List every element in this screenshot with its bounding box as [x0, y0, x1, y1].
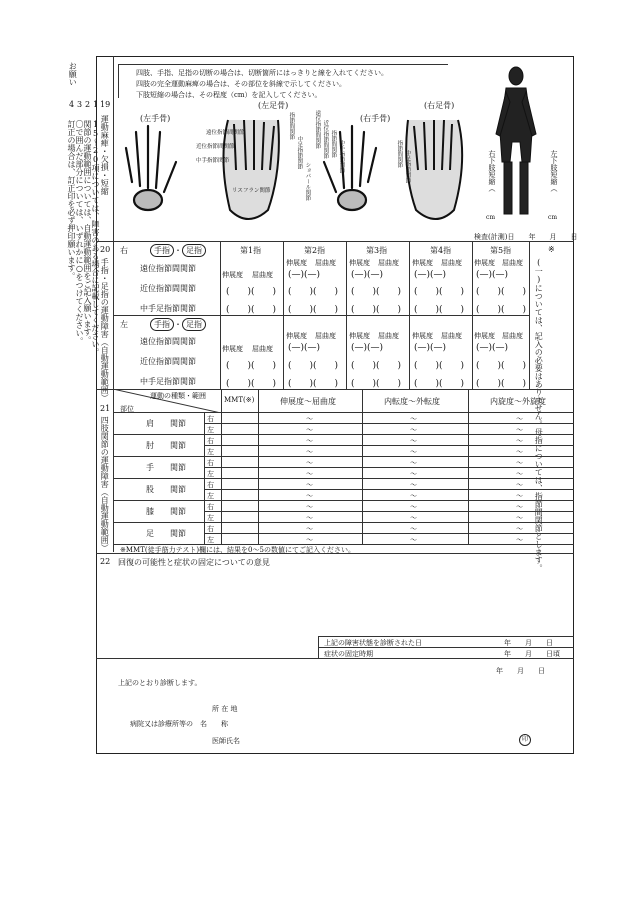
finger-4: 第4指: [430, 246, 452, 255]
footer-date[interactable]: 年 月 日: [496, 667, 545, 675]
joint-4-right-range-2[interactable]: ～: [516, 503, 523, 511]
joint-5-right-range-0[interactable]: ～: [306, 525, 313, 533]
left-hand-bones: [126, 126, 176, 210]
mmt-header: MMT(※): [224, 396, 255, 404]
l-f3-paren[interactable]: (—)(—): [351, 343, 384, 353]
l-f4-flex: 屈曲度: [441, 332, 462, 340]
joint-2-left-range-1[interactable]: ～: [410, 470, 417, 478]
exam-date[interactable]: 検査(計測)日 年 月 日: [474, 233, 578, 241]
seal-icon: 印: [519, 734, 531, 746]
r-joint-0: 遠位指節間関節: [140, 264, 196, 273]
joint-2-right-range-2[interactable]: ～: [516, 459, 523, 467]
r-joint-2: 中手足指節関節: [140, 304, 196, 313]
bone-illustrations: [118, 100, 488, 230]
r-f2-ext: 伸展度: [286, 259, 307, 267]
sec20-note-mark: ※: [548, 245, 555, 254]
joint-0-right-range-0[interactable]: ～: [306, 415, 313, 423]
diagnosis-date[interactable]: 年 月 日: [504, 639, 553, 647]
sec19-num: 19: [100, 100, 111, 109]
l-f1-paren2[interactable]: ( )( ): [226, 379, 277, 389]
left-hand-option[interactable]: 手指: [150, 318, 174, 331]
joint-0-left-range-1[interactable]: ～: [410, 426, 417, 434]
sec20-left-select[interactable]: 手指 ・ 足指: [150, 318, 206, 331]
lh-label-2: 中手指節関節: [196, 158, 230, 164]
joint-1-left-range-2[interactable]: ～: [516, 448, 523, 456]
instr-2: 四肢の完全運動麻痺の場合は、その部位を斜線で示してください。: [136, 80, 346, 88]
l-f4-ext: 伸展度: [412, 332, 433, 340]
l-f5-paren2[interactable]: ( )( ): [476, 361, 527, 371]
hospital-label: 病院又は診療所等の 名 称: [130, 720, 228, 728]
l-f1-paren[interactable]: ( )( ): [226, 361, 277, 371]
fixed-label: 症状の固定時期: [324, 650, 373, 658]
r-f4-paren[interactable]: (—)(—): [414, 270, 447, 280]
sec19-label: 運動麻痺・欠損・短縮: [100, 115, 110, 195]
joint-5-left: 左: [207, 536, 214, 544]
r-f1-flex: 屈曲度: [252, 271, 273, 279]
note-3-num: 3: [75, 100, 84, 109]
r-f4-paren2[interactable]: ( )( ): [414, 287, 465, 297]
body-figure: [482, 62, 552, 232]
l-joint-0: 遠位指節間関節: [140, 337, 196, 346]
l-f2-ext: 伸展度: [286, 332, 307, 340]
r-f2-paren3[interactable]: ( )( ): [288, 305, 339, 315]
l-f4-paren3[interactable]: ( )( ): [414, 379, 465, 389]
joint-3-right: 右: [207, 481, 214, 489]
r-f3-paren[interactable]: (—)(—): [351, 270, 384, 280]
lh-label-6: ショパール関節: [304, 162, 311, 201]
finger-3: 第3指: [366, 246, 388, 255]
finger-2: 第2指: [304, 246, 326, 255]
joint-1-right-range-2[interactable]: ～: [516, 437, 523, 445]
joint-label-3: 股 関節: [146, 485, 186, 494]
diagnosis-date-label: 上記の障害状態を診断された日: [324, 639, 422, 647]
sec20-right-select[interactable]: 手指 ・ 足指: [150, 244, 206, 257]
finger-5: 第5指: [490, 246, 512, 255]
sec20-label: 手指・足指の運動障害（自動運動範囲）: [100, 258, 110, 402]
note-4: 訂正の場合は、訂正印を必ず押印願います。: [67, 120, 76, 280]
right-foot-option[interactable]: 足指: [182, 244, 206, 257]
r-f3-paren3[interactable]: ( )( ): [351, 305, 402, 315]
rh-label-1: 近位指節間関節: [322, 120, 329, 159]
joint-4-left: 左: [207, 514, 214, 522]
l-f5-flex: 屈曲度: [502, 332, 523, 340]
sec20-left: 左: [120, 320, 128, 329]
r-joint-1: 近位指節間関節: [140, 284, 196, 293]
joint-4-right-range-0[interactable]: ～: [306, 503, 313, 511]
r-f2-flex: 屈曲度: [315, 259, 336, 267]
l-joint-2: 中手足指節関節: [140, 377, 196, 386]
l-f2-paren[interactable]: (—)(—): [288, 343, 321, 353]
joint-label-1: 肘 関節: [146, 441, 186, 450]
rh-label-3: 中手指節関節: [338, 140, 345, 173]
joint-3-left-range-2[interactable]: ～: [516, 492, 523, 500]
col2-header: 内転度～外転度: [384, 397, 440, 406]
joint-3-right-range-0[interactable]: ～: [306, 481, 313, 489]
joint-5-left-range-2[interactable]: ～: [516, 536, 523, 544]
sec20-num: 20: [100, 245, 111, 254]
left-hand-title: (左手骨): [140, 114, 171, 123]
joint-3-left-range-0[interactable]: ～: [306, 492, 313, 500]
joint-1-right-range-0[interactable]: ～: [306, 437, 313, 445]
joint-5-right-range-1[interactable]: ～: [410, 525, 417, 533]
note-2-num: 2: [83, 100, 92, 109]
l-joint-1: 近位指節間関節: [140, 357, 196, 366]
right-hand-title: (右手骨): [360, 114, 391, 123]
r-f3-flex: 屈曲度: [378, 259, 399, 267]
r-f4-flex: 屈曲度: [441, 259, 462, 267]
l-f3-paren2[interactable]: ( )( ): [351, 361, 402, 371]
l-f1-flex: 屈曲度: [252, 345, 273, 353]
joint-1-right-range-1[interactable]: ～: [410, 437, 417, 445]
joint-4-left-range-0[interactable]: ～: [306, 514, 313, 522]
lh-label-1: 近位指節間関節: [196, 144, 235, 150]
col3-header: 内旋度～外旋度: [490, 397, 546, 406]
fixed-date[interactable]: 年 月 日頃: [504, 650, 560, 658]
footer-statement: 上記のとおり診断します。: [118, 679, 202, 687]
joint-1-right: 右: [207, 437, 214, 445]
joint-0-left-range-0[interactable]: ～: [306, 426, 313, 434]
joint-4-left-range-2[interactable]: ～: [516, 514, 523, 522]
lh-label-3: リスフラン関節: [232, 188, 271, 194]
left-foot-option[interactable]: 足指: [182, 318, 206, 331]
col1-header: 伸展度～屈曲度: [280, 397, 336, 406]
r-f3-ext: 伸展度: [349, 259, 370, 267]
joint-label-4: 膝 関節: [146, 507, 186, 516]
l-f1-ext: 伸展度: [222, 345, 243, 353]
r-f2-paren2[interactable]: ( )( ): [288, 287, 339, 297]
joint-0-left-range-2[interactable]: ～: [516, 426, 523, 434]
instr-3: 下肢短縮の場合は、その程度（cm）を記入してください。: [136, 91, 322, 99]
instr-1: 四肢、手指、足指の切断の場合は、切断箇所にはっきりと線を入れてください。: [136, 69, 388, 77]
joint-0-right-range-2[interactable]: ～: [516, 415, 523, 423]
r-f5-ext: 伸展度: [474, 259, 495, 267]
body-left-cm: cm: [548, 214, 558, 221]
l-f2-paren3[interactable]: ( )( ): [288, 379, 339, 389]
joint-4-left-range-1[interactable]: ～: [410, 514, 417, 522]
joint-4-right: 右: [207, 503, 214, 511]
joint-2-right: 右: [207, 459, 214, 467]
rf-label-1: 中足指節関節: [404, 150, 411, 183]
r-f3-paren2[interactable]: ( )( ): [351, 287, 402, 297]
r-f5-paren3[interactable]: ( )( ): [476, 305, 527, 315]
sec20-note: (一)については、記入の必要はありません。母指については、指節間関節とします。: [534, 258, 544, 572]
right-foot-title: (右足骨): [424, 101, 455, 110]
sec22-num: 22: [100, 557, 111, 566]
sec21-num: 21: [100, 404, 111, 413]
address-label: 所 在 地: [212, 705, 238, 713]
joint-label-5: 足 関節: [146, 529, 186, 538]
r-f1-ext: 伸展度: [222, 271, 243, 279]
corner-top: 運動の種類・範囲: [150, 392, 206, 400]
r-f1-paren[interactable]: ( )( ): [226, 287, 277, 297]
joint-5-left-range-1[interactable]: ～: [410, 536, 417, 544]
note-4-num: 4: [67, 100, 76, 109]
lh-label-0: 遠位指節間関節: [206, 130, 245, 136]
corner-bottom: 部位: [120, 405, 134, 413]
joint-3-right-range-1[interactable]: ～: [410, 481, 417, 489]
l-f3-paren3[interactable]: ( )( ): [351, 379, 402, 389]
joint-label-2: 手 関節: [146, 463, 186, 472]
rh-label-2: 指節間関節: [330, 130, 337, 158]
body-left-shortening: 左下肢短縮（: [550, 150, 559, 192]
r-f4-paren3[interactable]: ( )( ): [414, 305, 465, 315]
joint-4-right-range-1[interactable]: ～: [410, 503, 417, 511]
right-foot-bones: [406, 120, 462, 219]
l-f5-paren[interactable]: (—)(—): [476, 343, 509, 353]
l-f4-paren[interactable]: (—)(—): [414, 343, 447, 353]
joint-0-right-range-1[interactable]: ～: [410, 415, 417, 423]
r-f1-paren2[interactable]: ( )( ): [226, 305, 277, 315]
l-f4-paren2[interactable]: ( )( ): [414, 361, 465, 371]
r-f5-flex: 屈曲度: [502, 259, 523, 267]
l-f5-paren3[interactable]: ( )( ): [476, 379, 527, 389]
joint-3-right-range-2[interactable]: ～: [516, 481, 523, 489]
joint-2-right-range-1[interactable]: ～: [410, 459, 417, 467]
note-1-num: 1: [91, 100, 100, 109]
joint-2-right-range-0[interactable]: ～: [306, 459, 313, 467]
body-right-cm: cm: [486, 214, 496, 221]
l-f3-ext: 伸展度: [349, 332, 370, 340]
l-f5-ext: 伸展度: [474, 332, 495, 340]
l-f3-flex: 屈曲度: [378, 332, 399, 340]
r-f2-paren[interactable]: (—)(—): [288, 270, 321, 280]
joint-0-right: 右: [207, 415, 214, 423]
sec21-label: 四肢関節の運動障害（自動運動範囲）: [100, 416, 110, 552]
joint-label-0: 肩 関節: [146, 419, 186, 428]
rh-label-0: 遠位指節間関節: [314, 110, 321, 149]
joint-5-left-range-0[interactable]: ～: [306, 536, 313, 544]
r-f4-ext: 伸展度: [412, 259, 433, 267]
note-1: 15～20項については、障害のある場合に記載してください。: [91, 120, 100, 356]
notes-heading: お願い: [68, 62, 78, 86]
l-f2-flex: 屈曲度: [315, 332, 336, 340]
left-foot-title: (左足骨): [258, 101, 289, 110]
mmt-note: ※MMT(徒手筋力テスト)欄には、結果を0～5の数値にてご記入ください。: [120, 546, 355, 554]
joint-0-left: 左: [207, 426, 214, 434]
note-2: 関節の運動範囲については、自動運動範囲をご記入願います。: [83, 120, 92, 344]
lh-label-4: 指節間関節: [288, 112, 295, 140]
right-hand-option[interactable]: 手指: [150, 244, 174, 257]
finger-1: 第1指: [240, 246, 262, 255]
note-3: 〇で囲んだ部分については、いずれかに○をつけてください。: [75, 120, 84, 345]
joint-3-left: 左: [207, 492, 214, 500]
sec20-right: 右: [120, 246, 128, 255]
joint-1-left-range-0[interactable]: ～: [306, 448, 313, 456]
l-f2-paren2[interactable]: ( )( ): [288, 361, 339, 371]
sec22-label: 回復の可能性と症状の固定についての意見: [118, 558, 270, 567]
joint-2-left-range-0[interactable]: ～: [306, 470, 313, 478]
joint-1-left: 左: [207, 448, 214, 456]
rf-label-0: 指節間関節: [396, 140, 403, 168]
joint-1-left-range-1[interactable]: ～: [410, 448, 417, 456]
joint-2-left: 左: [207, 470, 214, 478]
r-f5-paren2[interactable]: ( )( ): [476, 287, 527, 297]
joint-2-left-range-2[interactable]: ～: [516, 470, 523, 478]
body-right-shortening: 右下肢短縮（: [488, 150, 497, 192]
joint-5-right: 右: [207, 525, 214, 533]
joint-5-right-range-2[interactable]: ～: [516, 525, 523, 533]
lh-label-5: 中足指節関節: [296, 136, 303, 169]
r-f5-paren[interactable]: (—)(—): [476, 270, 509, 280]
doctor-label: 医師氏名: [212, 737, 240, 745]
joint-3-left-range-1[interactable]: ～: [410, 492, 417, 500]
